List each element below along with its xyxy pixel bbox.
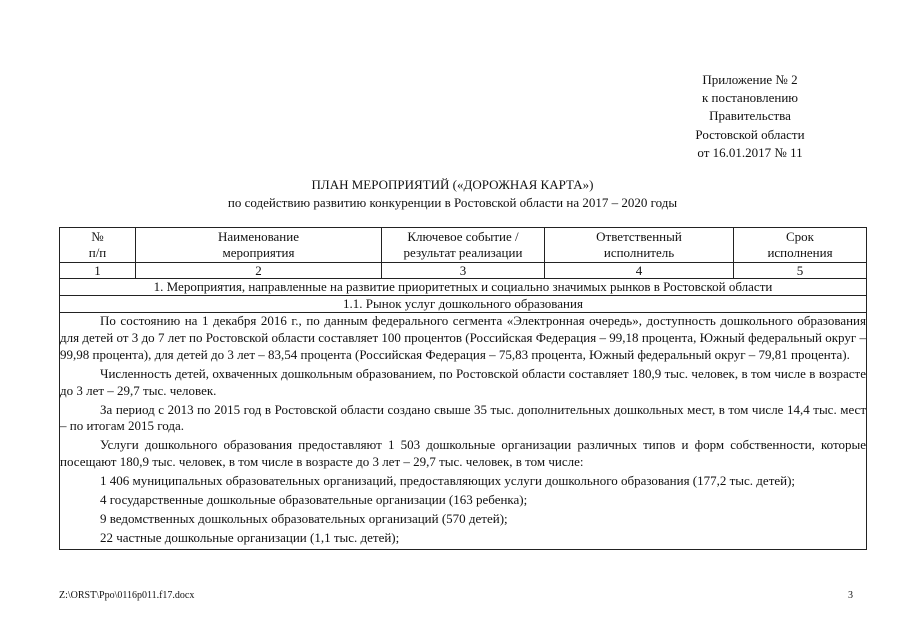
body-row	[60, 313, 867, 550]
appendix-line: Правительства	[709, 108, 791, 124]
column-number: 4	[545, 263, 734, 279]
document-title	[0, 176, 905, 212]
title-sub: по содействию развитию конкуренции в Ростовской области на 2017 – 2020 годы	[227, 195, 678, 210]
header-number	[60, 228, 136, 263]
section-heading: 1. Мероприятия, направленные на развитие приоритетных и социально значимых рынков в Ростовской области	[60, 279, 867, 296]
appendix-line: Приложение № 2	[702, 72, 798, 87]
paragraph: 9 ведомственных дошкольных образовательных организаций (570 детей);	[100, 510, 508, 526]
subsection-row	[60, 296, 867, 313]
appendix-line: к постановлению	[701, 90, 799, 106]
column-number: 2	[136, 263, 382, 279]
column-number-row	[60, 263, 867, 279]
header-row	[60, 228, 867, 263]
section-row	[60, 279, 867, 296]
column-number: 5	[734, 263, 867, 279]
header-line: №	[91, 229, 104, 244]
header-deadline	[734, 228, 867, 263]
paragraph: По состоянию на 1 декабря 2016 г., по данным федерального сегмента «Электронная очередь», доступность дошкольного образования для детей от 3 до 7 лет по Ростовской области составляет 100 процентов (Российская Федерация – 99,18 процента, Южный федеральный округ – 99,98 процента), для детей до 3 лет – 83,54 процента (Российская Федерация – 75,83 процента, Южный федеральный округ – 79,81 процента).	[60, 313, 866, 362]
header-name	[136, 228, 382, 263]
appendix-line: Ростовской области	[695, 126, 805, 142]
file-path: Z:\ORST\Ppo\0116p011.f17.docx	[59, 590, 195, 601]
paragraph: 4 государственные дошкольные образовательные организации (163 ребенка);	[100, 492, 528, 508]
header-line: Наименование	[218, 229, 299, 244]
header-line: Ответственный	[596, 229, 682, 244]
body-text	[60, 313, 867, 550]
header-line: Срок	[786, 229, 814, 244]
page-number: 3	[848, 590, 853, 601]
column-number: 1	[60, 263, 136, 279]
paragraph: 1 406 муниципальных образовательных организаций, предоставляющих услуги дошкольного образования (177,2 тыс. детей);	[100, 473, 796, 489]
paragraph: Услуги дошкольного образования предоставляют 1 503 дошкольные организации различных типов и форм собственности, которые посещают 180,9 тыс. человек, в том числе в возрасте до 3 лет – 29,7 тыс. человек, в том числе:	[60, 437, 866, 470]
header-line: исполнитель	[603, 245, 675, 260]
header-line: результат реализации	[403, 245, 523, 260]
paragraph: 22 частные дошкольные организации (1,1 тыс. детей);	[100, 529, 400, 545]
header-key-event	[382, 228, 545, 263]
header-line: Ключевое событие /	[407, 229, 519, 244]
plan-table	[59, 227, 867, 550]
subsection-heading: 1.1. Рынок услуг дошкольного образования	[60, 296, 867, 313]
paragraph: Численность детей, охваченных дошкольным образованием, по Ростовской области составляет 180,9 тыс. человек, в том числе в возрасте до 3 лет – 29,7 тыс. человек.	[60, 365, 866, 398]
column-number: 3	[382, 263, 545, 279]
header-responsible	[545, 228, 734, 263]
title-main: ПЛАН МЕРОПРИЯТИЙ («ДОРОЖНАЯ КАРТА»)	[311, 177, 594, 192]
header-line: исполнения	[767, 245, 833, 260]
header-line: п/п	[88, 245, 107, 260]
appendix-line: от 16.01.2017 № 11	[697, 144, 803, 160]
appendix-block	[660, 71, 840, 162]
header-line: мероприятия	[222, 245, 295, 260]
paragraph: За период с 2013 по 2015 год в Ростовской области создано свыше 35 тыс. дополнительных дошкольных мест, в том числе 14,4 тыс. мест – по итогам 2015 года.	[60, 401, 866, 434]
